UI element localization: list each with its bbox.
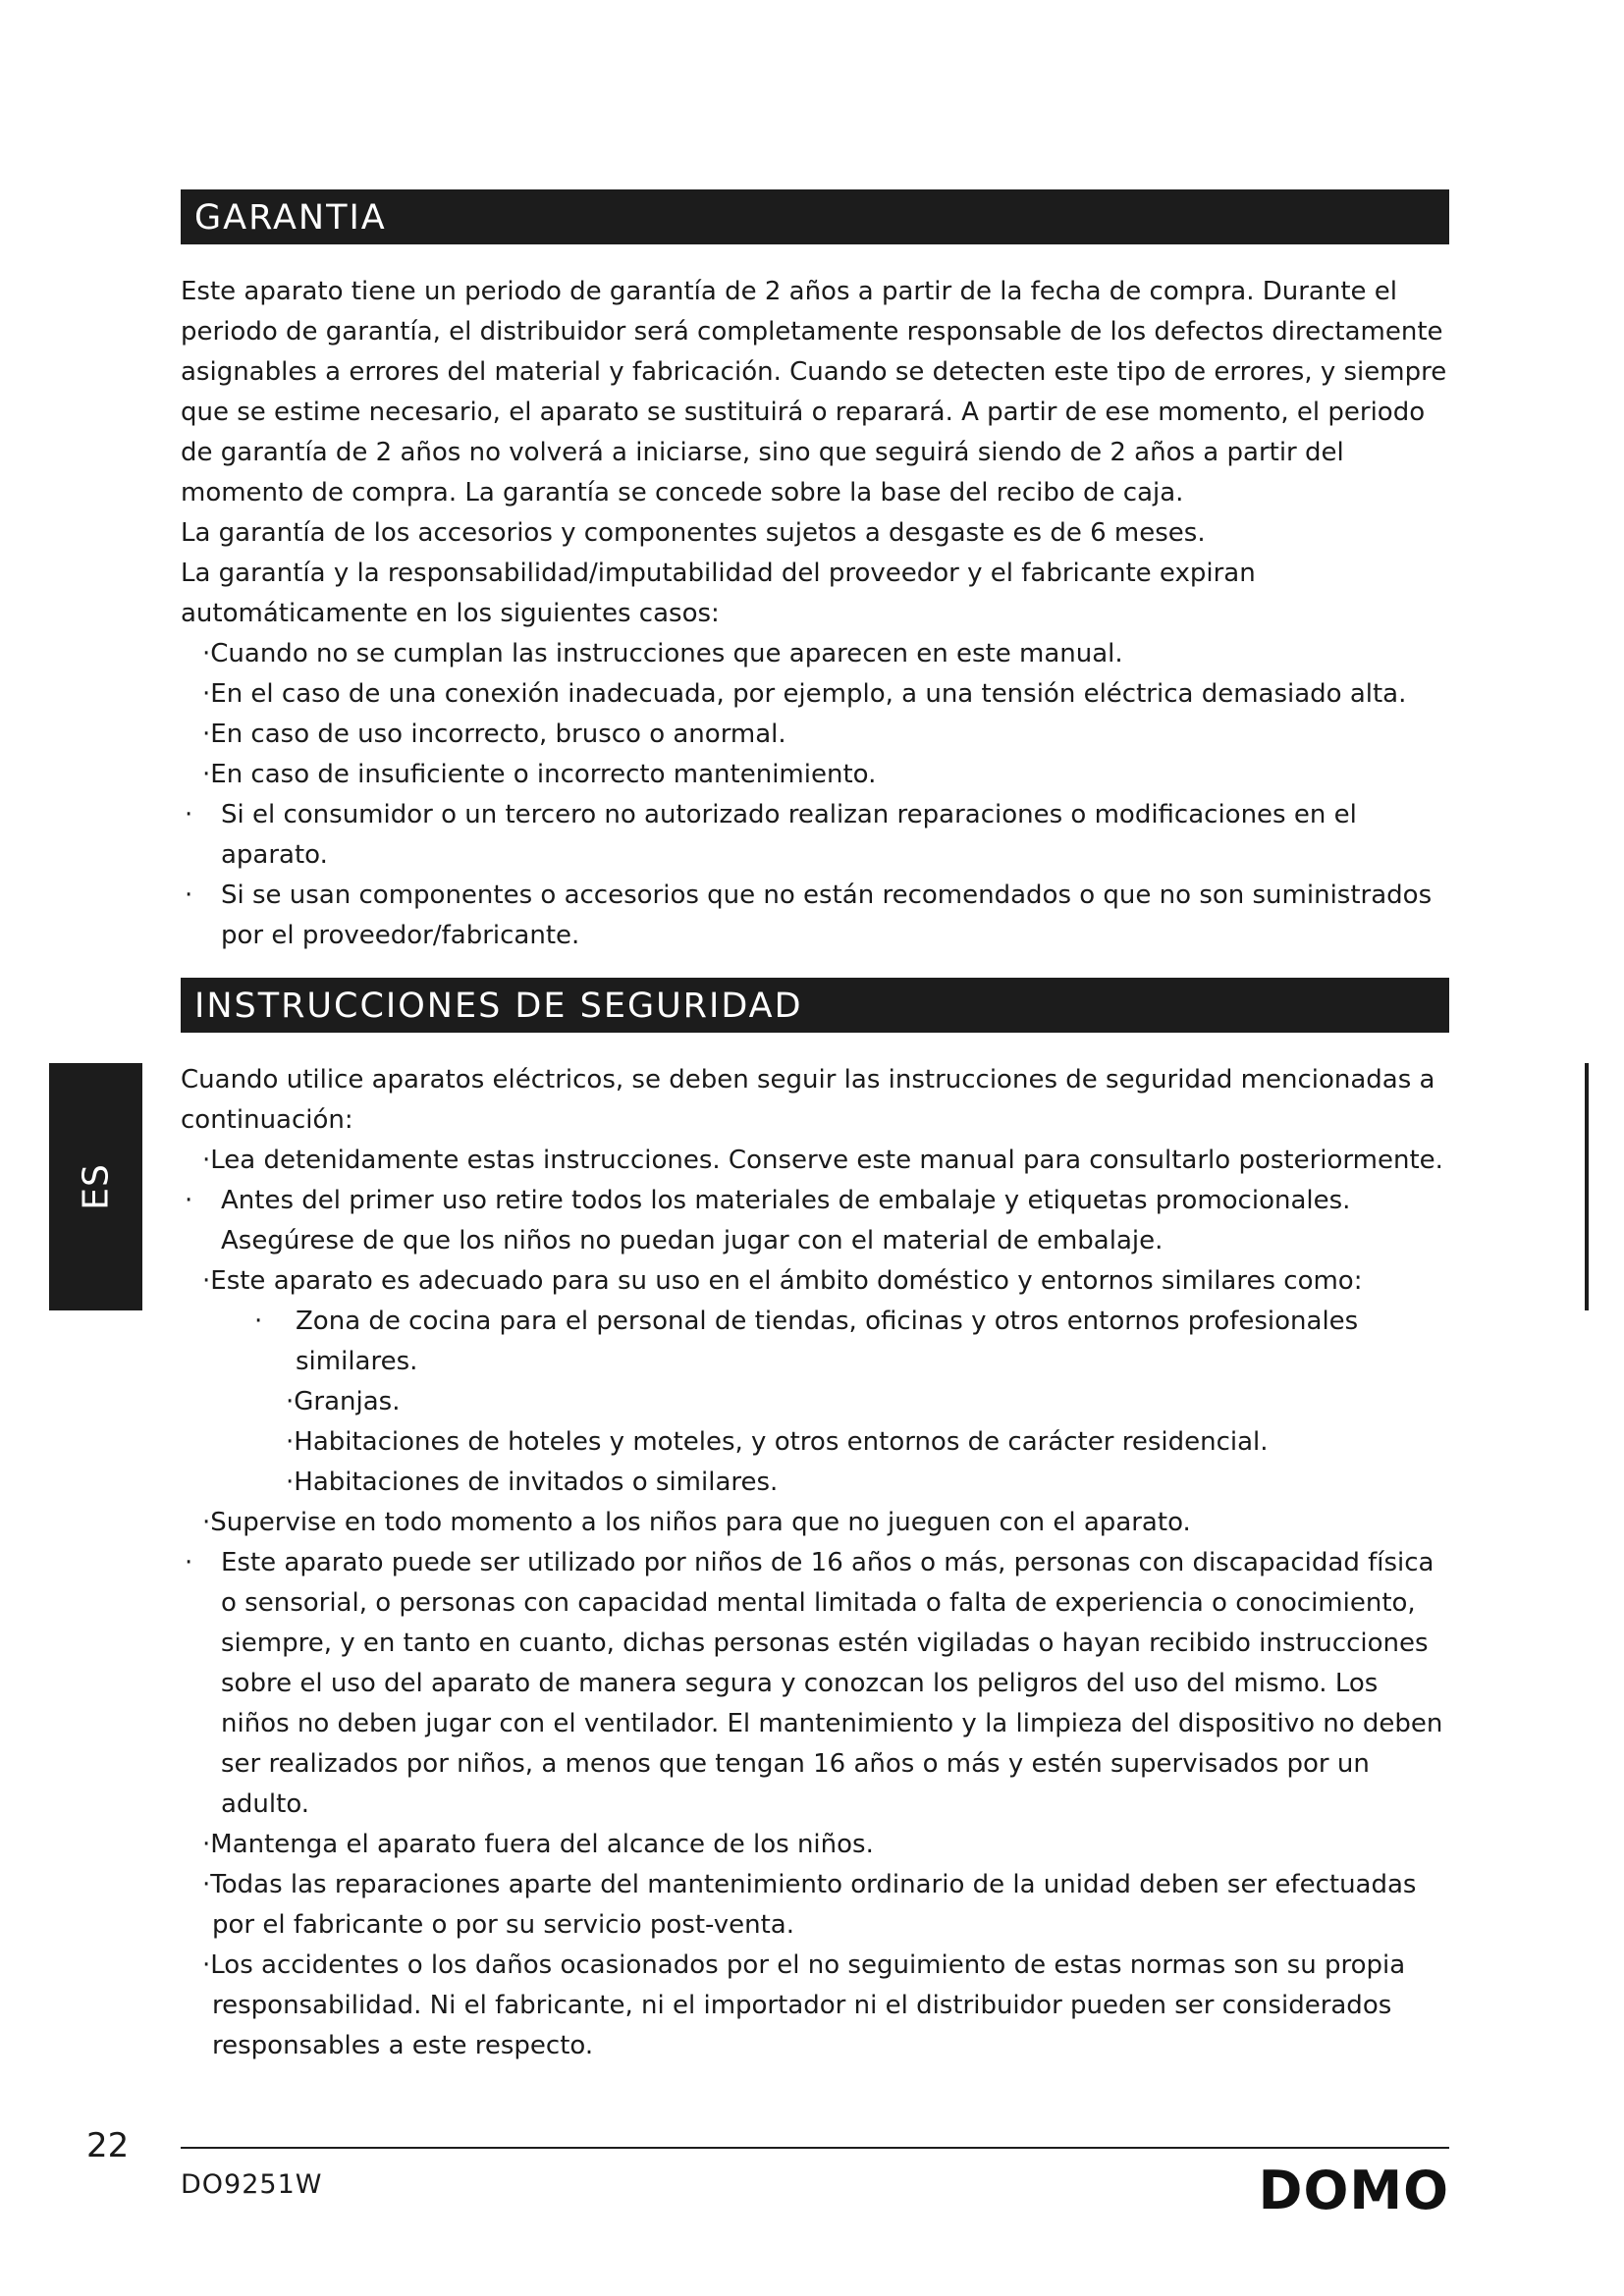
list-item: · Este aparato es adecuado para su uso en el ámbito doméstico y entornos similares como: xyxy=(181,1261,1449,1302)
list-item: · Lea detenidamente estas instrucciones. Conserve este manual para consultarlo posteriormente. xyxy=(181,1141,1449,1181)
footer-divider xyxy=(181,2147,1449,2149)
list-item: · Antes del primer uso retire todos los materiales de embalaje y etiquetas promocionales. Asegúrese de que los niños no puedan jugar con el material de embalaje. xyxy=(181,1181,1449,1261)
list-item: · En caso de uso incorrecto, brusco o anormal. xyxy=(181,715,1449,755)
warranty-section xyxy=(181,189,1449,956)
safety-section xyxy=(181,978,1449,2066)
warranty-expiry-intro: La garantía y la responsabilidad/imputabilidad del proveedor y el fabricante expiran automáticamente en los siguientes casos: xyxy=(181,559,1256,628)
list-item: · Granjas. xyxy=(181,1382,1449,1422)
list-item: · Cuando no se cumplan las instrucciones que aparecen en este manual. xyxy=(181,634,1449,674)
page-number: 22 xyxy=(86,2126,130,2165)
safety-heading: INSTRUCCIONES DE SEGURIDAD xyxy=(181,978,1449,1033)
list-item: · Este aparato puede ser utilizado por niños de 16 años o más, personas con discapacidad física o sensorial, o personas con capacidad mental limitada o falta de experiencia o conocimiento, siempre, y en tanto en cuanto, dichas personas estén vigiladas o hayan recibido instrucciones sobre el uso del aparato de manera segura y conozcan los peligros del uso del mismo. Los niños no deben jugar con el ventilador. El mantenimiento y la limpieza del dispositivo no deben ser realizados por niños, a menos que tengan 16 años o más y estén supervisados por un adulto. xyxy=(181,1543,1449,1825)
model-number: DO9251W xyxy=(181,2169,323,2200)
language-tab xyxy=(49,1063,142,1310)
list-item: · Supervise en todo momento a los niños para que no jueguen con el aparato. xyxy=(181,1503,1449,1543)
list-item: · Todas las reparaciones aparte del mantenimiento ordinario de la unidad deben ser efectuadas por el fabricante o por su servicio post-venta. xyxy=(181,1865,1449,1946)
warranty-intro: Este aparato tiene un periodo de garantía de 2 años a partir de la fecha de compra. Durante el periodo de garantía, el distribuidor será completamente responsable de los defectos directamente asignables a errores del material y fabricación. Cuando se detecten este tipo de errores, y siempre que se estime necesario, el aparato se sustituirá o reparará. A partir de ese momento, el periodo de garantía de 2 años no volverá a iniciarse, sino que seguirá siendo de 2 años a partir del momento de compra. La garantía se concede sobre la base del recibo de caja. xyxy=(181,277,1447,507)
list-item: · En caso de insuficiente o incorrecto mantenimiento. xyxy=(181,755,1449,795)
list-item: · Los accidentes o los daños ocasionados por el no seguimiento de estas normas son su propia responsabilidad. Ni el fabricante, ni el importador ni el distribuidor pueden ser considerados responsables a este respecto. xyxy=(181,1946,1449,2066)
warranty-heading: GARANTIA xyxy=(181,189,1449,244)
list-item: · Si el consumidor o un tercero no autorizado realizan reparaciones o modificaciones en el aparato. xyxy=(181,795,1449,876)
language-tab-label: ES xyxy=(76,1163,116,1210)
list-item: · Zona de cocina para el personal de tiendas, oficinas y otros entornos profesionales similares. xyxy=(181,1302,1449,1382)
brand-logo: DOMO xyxy=(1258,2160,1449,2221)
list-item: · Mantenga el aparato fuera del alcance de los niños. xyxy=(181,1825,1449,1865)
warranty-accessories: La garantía de los accesorios y componentes sujetos a desgaste es de 6 meses. xyxy=(181,518,1206,548)
list-item: · Habitaciones de hoteles y moteles, y otros entornos de carácter residencial. xyxy=(181,1422,1449,1463)
safety-intro: Cuando utilice aparatos eléctricos, se deben seguir las instrucciones de seguridad mencionadas a continuación: xyxy=(181,1065,1435,1135)
list-item: · Habitaciones de invitados o similares. xyxy=(181,1463,1449,1503)
list-item: · En el caso de una conexión inadecuada, por ejemplo, a una tensión eléctrica demasiado alta. xyxy=(181,674,1449,715)
page-content xyxy=(181,189,1449,2066)
warranty-cases-list xyxy=(181,634,1449,956)
safety-instructions-list xyxy=(181,1141,1449,2066)
list-item: · Si se usan componentes o accesorios que no están recomendados o que no son suministrados por el proveedor/fabricante. xyxy=(181,876,1449,956)
margin-rule xyxy=(1585,1063,1589,1310)
